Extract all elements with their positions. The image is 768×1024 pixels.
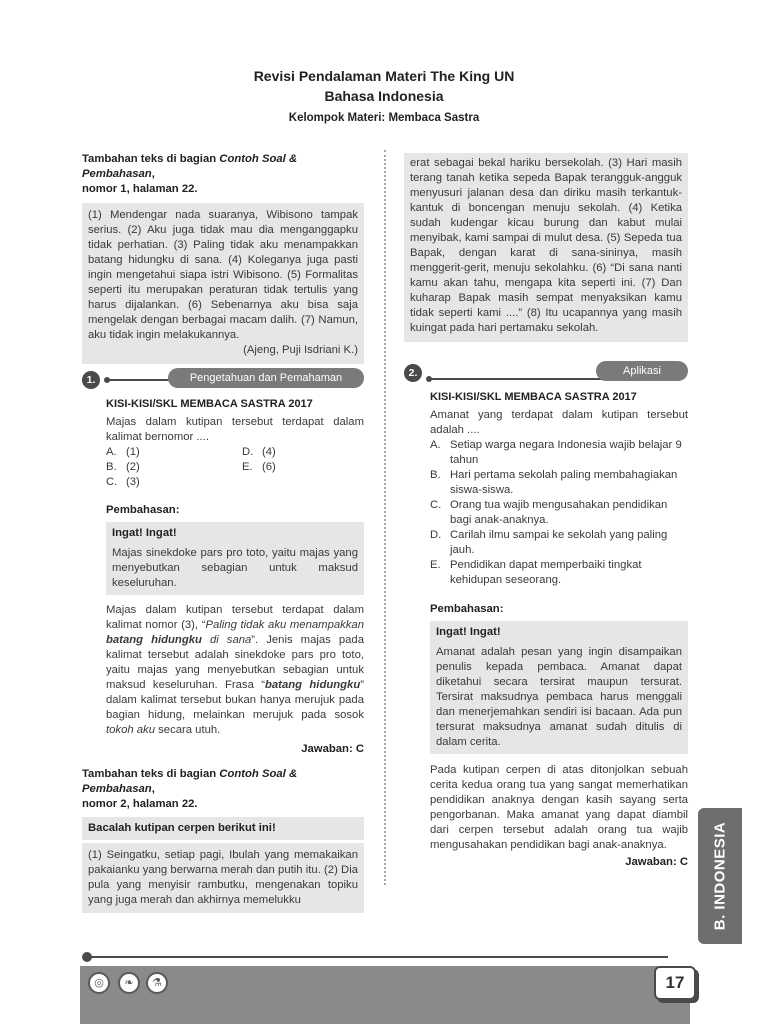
option-e: E. Pendidikan dapat memperbaiki tingkat kehidupan seseorang. (430, 559, 642, 586)
pembahasan-label-1: Pembahasan: (106, 504, 180, 516)
additional-text-note-1: Tambahan teks di bagian Contoh Soal & Pembahasan, nomor 1, halaman 22. (82, 153, 298, 195)
ingat-box-2 (430, 621, 688, 754)
ingat-box-1 (106, 522, 364, 595)
passage-1-text: (1) Mendengar nada suaranya, Wibisono tampak serius. (2) Aku juga tidak mau dia menganggapku tidak perhatian. (3) Paling tidak aku menampakkan batang hidungku di sana. (4) Koleganya juga pasti ingin mengetahui siapa istri Wibisono. (5) Formalitas seperti itu merupakan peraturan tidak tertulis yang harus dijalankan. (6) Sebenarnya aku bisa saja mengelak dengan berbagai macam dalih. (7) Namun, aku tidak ingin melakukannya. (88, 209, 358, 341)
answer-2: Jawaban: C (625, 856, 688, 868)
question-2-options (430, 438, 688, 588)
pembahasan-label-2: Pembahasan: (430, 603, 504, 615)
option-d: D. Carilah ilmu sampai ke sekolah yang paling jauh. (430, 529, 668, 556)
question-1-options (106, 445, 364, 490)
passage-1-credit: (Ajeng, Puji Isdriani K.) (243, 344, 358, 356)
ingat-text-2: Amanat adalah pesan yang ingin disampaikan penulis kepada pembaca. Amanat dapat diketahui secara tersirat maupun tersurat. Tersirat maksudnya pembaca harus menggali dan menerjemahkan sendiri isi bacaan. Ada pun tersurat maksudnya amanat sudah ditulis di dalam cerita. (436, 646, 682, 748)
question-1 (106, 397, 364, 757)
explanation-2: Pada kutipan cerpen di atas ditonjolkan sebuah cerita kedua orang tua yang sangat memerhatikan pendidikan anaknya dengan kasih sayang serta pengorbanan. Maka amanat yang dapat diambil dari cerpen tersebut adalah orang tua wajib mengusahakan pendidikan bagi anak-anaknya. (430, 764, 688, 851)
footer-line (82, 952, 682, 966)
leaf-icon: ❧ (118, 972, 140, 994)
additional-text-note-2: Tambahan teks di bagian Contoh Soal & Pembahasan, nomor 2, halaman 22. (82, 768, 298, 810)
section-1-number: 1. (82, 371, 100, 389)
section-2-number: 2. (404, 364, 422, 382)
passage-1-box (82, 203, 364, 364)
subject-side-tab: B. INDONESIA (698, 808, 742, 944)
ingat-text-1: Majas sinekdoke pars pro toto, yaitu majas yang menyebutkan sebagian untuk maksud keseluruhan. (112, 547, 358, 589)
passage-2-box-part1 (82, 843, 364, 913)
option-c: C. (3) (106, 476, 140, 488)
question-1-text: Majas dalam kutipan tersebut terdapat dalam kalimat bernomor .... (106, 416, 364, 443)
footer-bar (88, 956, 668, 958)
question-2 (430, 390, 688, 870)
material-group: Kelompok Materi: Membaca Sastra (288, 112, 480, 124)
bacalah-box (82, 817, 364, 840)
ingat-title-2: Ingat! Ingat! (436, 626, 501, 638)
section-2-header (404, 361, 688, 385)
globe-icon: ◎ (88, 972, 110, 994)
footer-band (80, 966, 690, 1024)
option-e: E. (6) (242, 461, 276, 473)
option-a: A. Setiap warga negara Indonesia wajib belajar 9 tahun (430, 439, 682, 466)
option-a: A. (1) (106, 446, 140, 458)
left-column-bottom (82, 767, 364, 913)
passage-2-text-part2: erat sebagai bekal hariku bersekolah. (3) Hari masih terang tanah ketika sepeda Bapak terangguk-angguk menyusuri jalanan desa dan diriku masih terkantuk-kantuk di boncengan menuju sekolah. (4) Ketika sudah kudengar kicau burung dan kabut mulai menyibak, kami sampai di mulut desa. (5) Sepeda tua Bapak, dengan karat di sana-sininya, masih menggerit-gerit, menuju sekolahku. (6) “Di sana nanti kamu akan tahu, mengapa kita seperti ini. (7) Dan kuharap Bapak masih sempat menyaksikan kamu tidak seperti kami ....” (8) Itu ucapannya yang masih kuingat pada hari pertamaku sekolah. (410, 157, 682, 334)
section-1-label: Pengetahuan dan Pemahaman (168, 368, 364, 388)
option-c: C. Orang tua wajib mengusahakan pendidikan bagi anak-anaknya. (430, 499, 668, 526)
section-2-line (428, 378, 628, 380)
left-column (82, 152, 364, 364)
document-title: Revisi Pendalaman Materi The King UN (253, 68, 515, 84)
right-column (404, 153, 688, 342)
option-b: B. Hari pertama sekolah paling membahagiakan siswa-siswa. (430, 469, 678, 496)
section-1-header (82, 368, 364, 392)
kisi-kisi-label-2: KISI-KISI/SKL MEMBACA SASTRA 2017 (430, 391, 637, 403)
option-d: D. (4) (242, 446, 276, 458)
column-divider (384, 150, 386, 885)
page-number: 17 (654, 966, 696, 1000)
flask-icon: ⚗ (146, 972, 168, 994)
option-b: B. (2) (106, 461, 140, 473)
ingat-title-1: Ingat! Ingat! (112, 527, 177, 539)
passage-2-text-part1: (1) Seingatku, setiap pagi, Ibulah yang memakaikan pakaianku yang berwarna merah dan putih itu. (2) Dia pula yang menyisir rambutku, mengenakan topiku yang juga merah dan akhirnya memelukku (88, 849, 358, 906)
passage-2-box-part2 (404, 153, 688, 342)
answer-1: Jawaban: C (301, 743, 364, 755)
subject-title: Bahasa Indonesia (324, 88, 444, 104)
question-2-text: Amanat yang terdapat dalam kutipan tersebut adalah .... (430, 409, 688, 436)
kisi-kisi-label-1: KISI-KISI/SKL MEMBACA SASTRA 2017 (106, 398, 313, 410)
section-2-label: Aplikasi (596, 361, 688, 381)
explanation-1: Majas dalam kutipan tersebut terdapat dalam kalimat nomor (3), “Paling tidak aku menampakkan batang hidungku di sana”. Jenis majas pada kalimat tersebut adalah sinekdoke pars pro toto, yaitu majas yang menyebutkan sebagian untuk maksud keseluruhan. Frasa “batang hidungku” dalam kalimat tersebut bukan hanya merujuk pada bagian hidung, melainkan merujuk pada sosok tokoh aku secara utuh. (106, 604, 364, 736)
bacalah-instruction: Bacalah kutipan cerpen berikut ini! (88, 822, 276, 834)
